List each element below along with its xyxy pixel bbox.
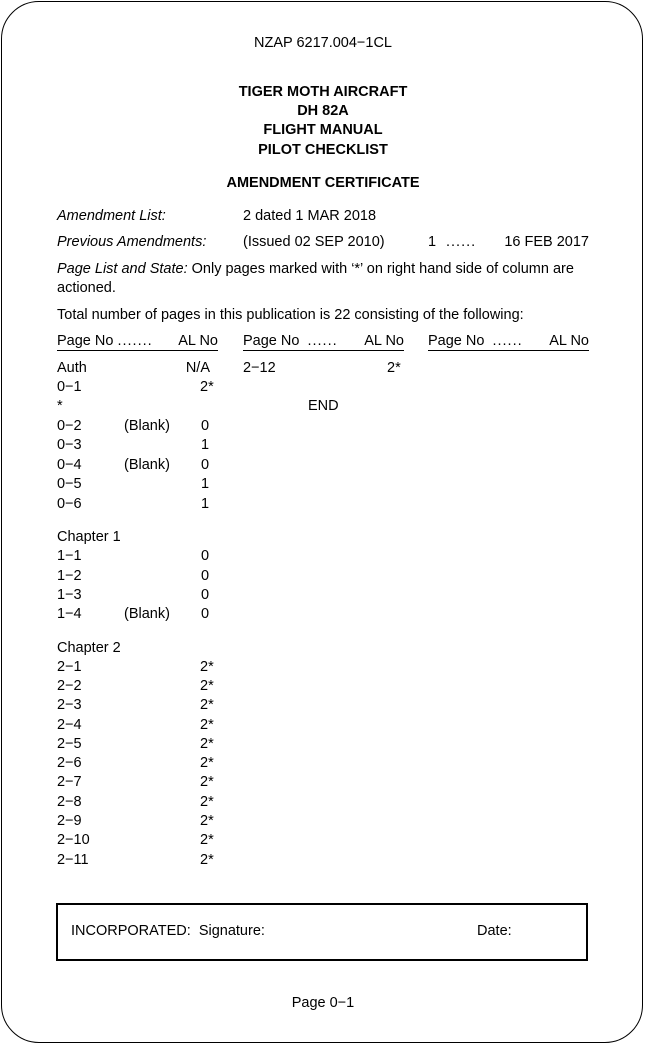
page-list-state-line2: actioned. xyxy=(57,280,116,296)
incorporated-box xyxy=(56,903,588,961)
title-line-2: DH 82A xyxy=(297,103,349,119)
row-al: N/A xyxy=(185,360,210,376)
list-item-al: 0 xyxy=(201,548,210,564)
total-pages-text: Total number of pages in this publication is 22 consisting of the following: xyxy=(57,307,524,323)
column-header-page: Page No xyxy=(428,333,485,349)
column-header-al: AL No xyxy=(364,333,404,349)
list-item: 0−3 xyxy=(57,437,82,453)
list-item-al: 2* xyxy=(200,736,214,752)
list-item: 2−2 xyxy=(57,678,82,694)
previous-amendment-number: 1 xyxy=(428,234,437,250)
list-item-al: 1 xyxy=(201,437,210,453)
list-item-al: 2* xyxy=(200,832,214,848)
list-item-al: 2* xyxy=(200,852,214,868)
list-item-al: 1 xyxy=(201,496,210,512)
column-header-dots: ....... xyxy=(117,333,153,349)
list-item: 1−1 xyxy=(57,548,82,564)
list-item-al: 2* xyxy=(200,794,214,810)
column-header-al: AL No xyxy=(178,333,218,349)
list-item: 2−9 xyxy=(57,813,82,829)
list-item: 0−2 xyxy=(57,418,82,434)
list-item: 2−6 xyxy=(57,755,82,771)
list-item: 0−4 xyxy=(57,457,82,473)
row-page: 0−1 xyxy=(57,379,82,395)
previous-amendments-label: Previous Amendments: xyxy=(57,234,207,250)
list-item: * xyxy=(57,398,63,414)
column-header-3 xyxy=(428,333,589,351)
column-header-2 xyxy=(243,333,404,351)
list-item: 2−1 xyxy=(57,659,82,675)
title-line-1: TIGER MOTH AIRCRAFT xyxy=(238,84,408,100)
column-header-1 xyxy=(57,333,218,351)
title-line-4: PILOT CHECKLIST xyxy=(258,142,388,158)
previous-amendment-dots: ...... xyxy=(446,234,477,250)
list-item-al: 2* xyxy=(200,717,214,733)
list-item: 1−4 xyxy=(57,606,82,622)
list-item-note: (Blank) xyxy=(124,418,170,434)
list-item-al: 2* xyxy=(200,659,214,675)
amendment-list-label: Amendment List: xyxy=(57,208,166,224)
list-item-al: 2* xyxy=(200,774,214,790)
incorporated-label xyxy=(71,923,265,939)
list-item-note: (Blank) xyxy=(124,606,170,622)
list-item: 2−4 xyxy=(57,717,82,733)
list-item: 2−7 xyxy=(57,774,82,790)
footer-page-number: Page 0−1 xyxy=(291,995,355,1011)
previous-amendments-issued: (Issued 02 SEP 2010) xyxy=(243,234,385,250)
chapter-1-heading: Chapter 1 xyxy=(57,529,121,545)
list-item-note: (Blank) xyxy=(124,457,170,473)
list-item xyxy=(57,379,82,395)
list-item: 1−3 xyxy=(57,587,82,603)
amendment-list-value: 2 dated 1 MAR 2018 xyxy=(243,208,377,224)
list-item-al: 0 xyxy=(201,457,210,473)
column-header-page: Page No xyxy=(57,333,114,349)
previous-amendment-date: 16 FEB 2017 xyxy=(504,234,589,250)
list-item: 0−5 xyxy=(57,476,82,492)
list-item: 0−6 xyxy=(57,496,82,512)
page-list-state-text: Only pages marked with ‘*’ on right hand side of column are xyxy=(191,261,574,277)
list-item: 1−2 xyxy=(57,568,82,584)
list-item: 2−11 xyxy=(57,852,89,868)
list-item: 2−8 xyxy=(57,794,82,810)
list-item-al: 2* xyxy=(200,678,214,694)
list-item-al: 2* xyxy=(200,697,214,713)
list-item-al: 0 xyxy=(201,568,210,584)
row-page: Auth xyxy=(57,360,87,376)
list-item-al xyxy=(57,360,210,376)
list-item-al: 0 xyxy=(201,606,210,622)
list-item-al: 2* xyxy=(200,379,214,395)
list-item: 2−10 xyxy=(57,832,90,848)
incorporated-text: INCORPORATED: xyxy=(71,923,191,939)
doc-number: NZAP 6217.004−1CL xyxy=(254,35,392,51)
column-header-al: AL No xyxy=(549,333,589,349)
chapter-2-heading: Chapter 2 xyxy=(57,640,121,656)
title-line-3: FLIGHT MANUAL xyxy=(263,122,383,138)
list-item-al: 2* xyxy=(387,360,401,376)
column-header-dots: ...... xyxy=(307,333,338,349)
list-item-al: 0 xyxy=(201,418,210,434)
column-header-dots: ...... xyxy=(492,333,523,349)
list-item-al: 0 xyxy=(201,587,210,603)
date-label: Date: xyxy=(477,923,512,939)
column-header-page: Page No xyxy=(243,333,300,349)
end-marker: END xyxy=(308,398,339,414)
list-item: 2−3 xyxy=(57,697,82,713)
list-item-al: 2* xyxy=(200,813,214,829)
certificate-heading: AMENDMENT CERTIFICATE xyxy=(226,175,420,191)
list-item-al: 2* xyxy=(200,755,214,771)
signature-label: Signature: xyxy=(198,923,265,939)
page-list-state-line1 xyxy=(57,261,574,277)
list-item: 2−12 xyxy=(243,360,276,376)
list-item-al: 1 xyxy=(201,476,210,492)
list-item: 2−5 xyxy=(57,736,82,752)
page-list-state-label: Page List and State: xyxy=(57,261,188,277)
